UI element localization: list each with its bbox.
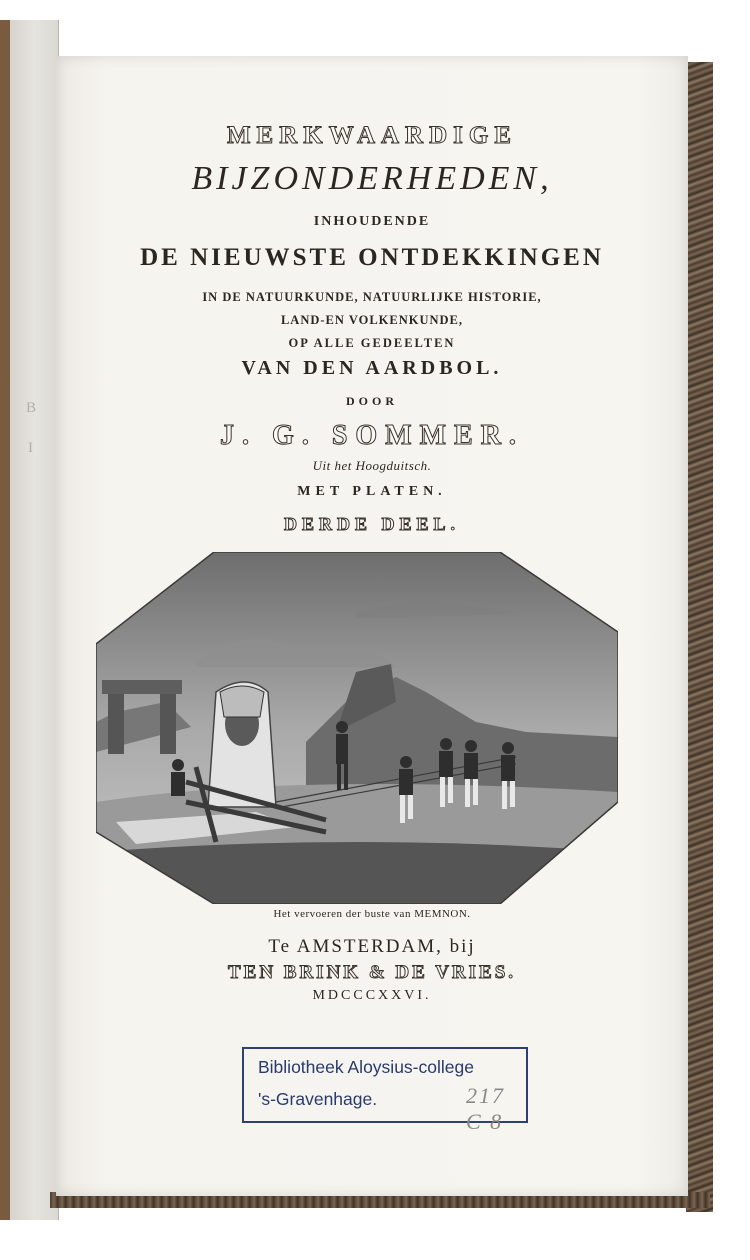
- plates-note: MET PLATEN.: [297, 484, 447, 499]
- library-stamp: [242, 1047, 528, 1134]
- pencil-shelfmark: 217 C 8: [466, 1083, 505, 1134]
- volume-label: DERDE DEEL.: [283, 514, 461, 534]
- show-through-text: B: [26, 400, 39, 416]
- title-line-1: MERKWAARDIGE: [226, 122, 518, 149]
- imprint-place: Te AMSTERDAM, bij: [268, 936, 476, 957]
- subtitle-line-1: IN DE NATUURKUNDE, NATUURLIJKE HISTORIE,: [202, 290, 542, 304]
- imprint-publisher: TEN BRINK & DE VRIES.: [227, 962, 517, 983]
- engraved-plate-illustration: [96, 552, 618, 904]
- by-label: DOOR: [346, 394, 398, 408]
- author-name: J. G. SOMMER.: [220, 420, 524, 451]
- show-through-text: I: [28, 440, 35, 456]
- translation-note: Uit het Hoogduitsch.: [312, 458, 432, 473]
- plate-caption: Het vervoeren der buste van MEMNON.: [273, 908, 471, 920]
- title-line-3: INHOUDENDE: [313, 214, 431, 229]
- subtitle-line-3: OP ALLE GEDEELTEN: [288, 336, 456, 350]
- title-page: [56, 56, 688, 1196]
- stamp-line-1: Bibliotheek Aloysius-college: [258, 1057, 474, 1077]
- title-line-4: DE NIEUWSTE ONTDEKKINGEN: [140, 244, 604, 271]
- title-line-2: BIJZONDERHEDEN,: [191, 160, 553, 197]
- left-board-edge: [0, 20, 10, 1220]
- subtitle-line-4: VAN DEN AARDBOL.: [241, 357, 503, 379]
- imprint-year: MDCCCXXVI.: [312, 988, 432, 1003]
- subtitle-line-2: LAND-EN VOLKENKUNDE,: [280, 313, 464, 327]
- stamp-line-2: 's-Gravenhage.: [258, 1089, 378, 1109]
- marbled-cover-edge: [686, 62, 713, 1212]
